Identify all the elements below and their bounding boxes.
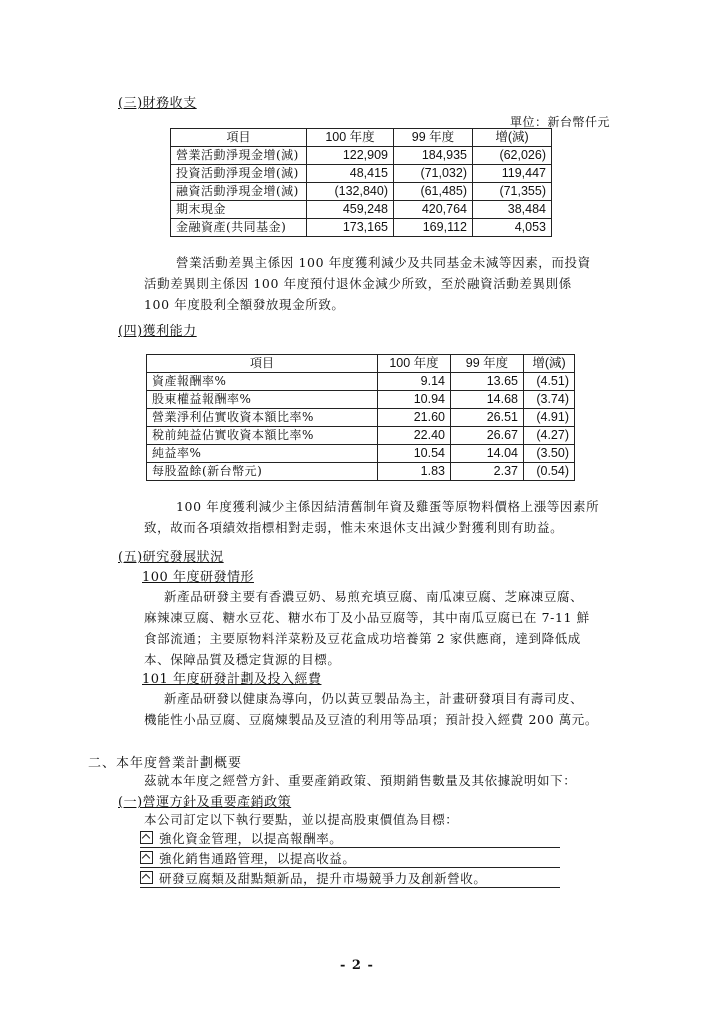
cell-value: 173,165 [307, 219, 394, 237]
row-label: 資產報酬率% [147, 373, 378, 391]
note-line: 營業活動差異主係因 100 年度獲利減少及共同基金未減等因素，而投資 [176, 255, 591, 270]
finance-table [170, 128, 552, 237]
col-header: 100 年度 [307, 129, 394, 147]
cell-value: 21.60 [378, 409, 451, 427]
cell-value: 10.94 [378, 391, 451, 409]
cell-value: 14.68 [451, 391, 524, 409]
cell-value: 22.40 [378, 427, 451, 445]
table-row [171, 219, 552, 237]
row-label: 營業淨利佔實收資本額比率% [147, 409, 378, 427]
goal-text: 研發豆腐類及甜點類新品，提升市場競爭力及創新營收。 [159, 871, 487, 886]
part2-heading: 二、本年度營業計劃概要 [88, 756, 243, 771]
cell-value: (3.50) [524, 445, 575, 463]
cell-value: (61,485) [394, 183, 473, 201]
cell-value: (71,355) [473, 183, 552, 201]
goals-lead: 本公司訂定以下執行要點，並以提高股東價值為目標： [144, 812, 459, 827]
finance-note [144, 252, 664, 315]
col-header: 99 年度 [451, 355, 524, 373]
goal-text: 強化資金管理，以提高報酬率。 [159, 831, 343, 846]
col-header: 99 年度 [394, 129, 473, 147]
row-label: 期末現金 [171, 201, 307, 219]
row-label: 股東權益報酬率% [147, 391, 378, 409]
cell-value: 459,248 [307, 201, 394, 219]
row-label: 純益率% [147, 445, 378, 463]
cell-value: 38,484 [473, 201, 552, 219]
table-row [147, 373, 575, 391]
table-row [171, 201, 552, 219]
cell-value: (4.51) [524, 373, 575, 391]
note-line: 活動差異則主係因 100 年度預付退休金減少所致，至於融資活動差異則係 [144, 276, 572, 291]
cell-value: 122,909 [307, 147, 394, 165]
cell-value: 169,112 [394, 219, 473, 237]
subheading-rnd-100: 100 年度研發情形 [142, 570, 254, 585]
cell-value: 26.51 [451, 409, 524, 427]
goal-item [140, 850, 560, 868]
table-row [171, 183, 552, 201]
table-row [147, 463, 575, 481]
paragraph-line: 食部流通；主要原物料洋菜粉及豆花盒成功培養第 2 家供應商，達到降低成 [144, 631, 581, 646]
col-header: 增(減) [473, 129, 552, 147]
table-row [171, 147, 552, 165]
cell-value: 119,447 [473, 165, 552, 183]
part2-intro: 茲就本年度之經營方針、重要產銷政策、預期銷售數量及其依據說明如下： [144, 773, 577, 788]
rnd-100-paragraph [144, 586, 664, 670]
note-line: 100 年度股利全額發放現金所致。 [144, 297, 345, 312]
col-header: 項目 [147, 355, 378, 373]
table-row [147, 445, 575, 463]
goal-text: 強化銷售通路管理，以提高收益。 [159, 851, 356, 866]
cell-value: 184,935 [394, 147, 473, 165]
paragraph-line: 本、保障品質及穩定貨源的目標。 [144, 652, 341, 667]
row-label: 稅前純益佔實收資本額比率% [147, 427, 378, 445]
part2-subheading: (一)營運方針及重要產銷政策 [118, 795, 292, 810]
cell-value: 9.14 [378, 373, 451, 391]
row-label: 每股盈餘(新台幣元) [147, 463, 378, 481]
table-header-row [147, 355, 575, 373]
checkbox-icon [140, 871, 153, 884]
unit-label: 單位：新台幣仟元 [510, 115, 611, 129]
checkbox-icon [140, 831, 153, 844]
paragraph-line: 新產品研發以健康為導向，仍以黃豆製品為主，計畫研發項目有壽司皮、 [164, 691, 584, 706]
section-heading-finance: (三)財務收支 [118, 96, 197, 111]
row-label: 融資活動淨現金增(減) [171, 183, 307, 201]
table-row [147, 391, 575, 409]
profitability-table [146, 354, 575, 481]
rnd-101-paragraph [144, 688, 664, 730]
note-line: 100 年度獲利減少主係因結清舊制年資及雞蛋等原物料價格上漲等因素所 [176, 499, 600, 514]
cell-value: 2.37 [451, 463, 524, 481]
cell-value: 14.04 [451, 445, 524, 463]
cell-value: 1.83 [378, 463, 451, 481]
cell-value: (71,032) [394, 165, 473, 183]
subheading-rnd-101: 101 年度研發計劃及投入經費 [142, 672, 322, 687]
cell-value: (3.74) [524, 391, 575, 409]
col-header: 100 年度 [378, 355, 451, 373]
table-row [147, 409, 575, 427]
cell-value: 10.54 [378, 445, 451, 463]
cell-value: 4,053 [473, 219, 552, 237]
paragraph-line: 麻辣凍豆腐、糖水豆花、糖水布丁及小品豆腐等，其中南瓜豆腐已在 7-11 鮮 [144, 610, 590, 625]
table-row [147, 427, 575, 445]
cell-value: 26.67 [451, 427, 524, 445]
section-heading-rnd: (五)研究發展狀況 [118, 550, 224, 565]
cell-value: (4.27) [524, 427, 575, 445]
paragraph-line: 新產品研發主要有香濃豆奶、易煎充填豆腐、南瓜凍豆腐、芝麻凍豆腐、 [164, 589, 584, 604]
page-number: - 2 - [340, 958, 374, 973]
cell-value: (0.54) [524, 463, 575, 481]
row-label: 投資活動淨現金增(減) [171, 165, 307, 183]
profitability-note [144, 496, 664, 538]
cell-value: (62,026) [473, 147, 552, 165]
goal-item [140, 830, 560, 848]
checkbox-icon [140, 851, 153, 864]
goal-item [140, 870, 560, 888]
cell-value: 13.65 [451, 373, 524, 391]
cell-value: (132,840) [307, 183, 394, 201]
col-header: 項目 [171, 129, 307, 147]
table-row [171, 165, 552, 183]
table-header-row [171, 129, 552, 147]
cell-value: 48,415 [307, 165, 394, 183]
cell-value: (4.91) [524, 409, 575, 427]
col-header: 增(減) [524, 355, 575, 373]
note-line: 致，故而各項績效指標相對走弱，惟未來退休支出減少對獲利則有助益。 [144, 520, 564, 535]
section-heading-profitability: (四)獲利能力 [118, 324, 197, 339]
cell-value: 420,764 [394, 201, 473, 219]
paragraph-line: 機能性小品豆腐、豆腐煉製品及豆渣的利用等品項；預計投入經費 200 萬元。 [144, 712, 599, 727]
row-label: 營業活動淨現金增(減) [171, 147, 307, 165]
row-label: 金融資產(共同基金) [171, 219, 307, 237]
